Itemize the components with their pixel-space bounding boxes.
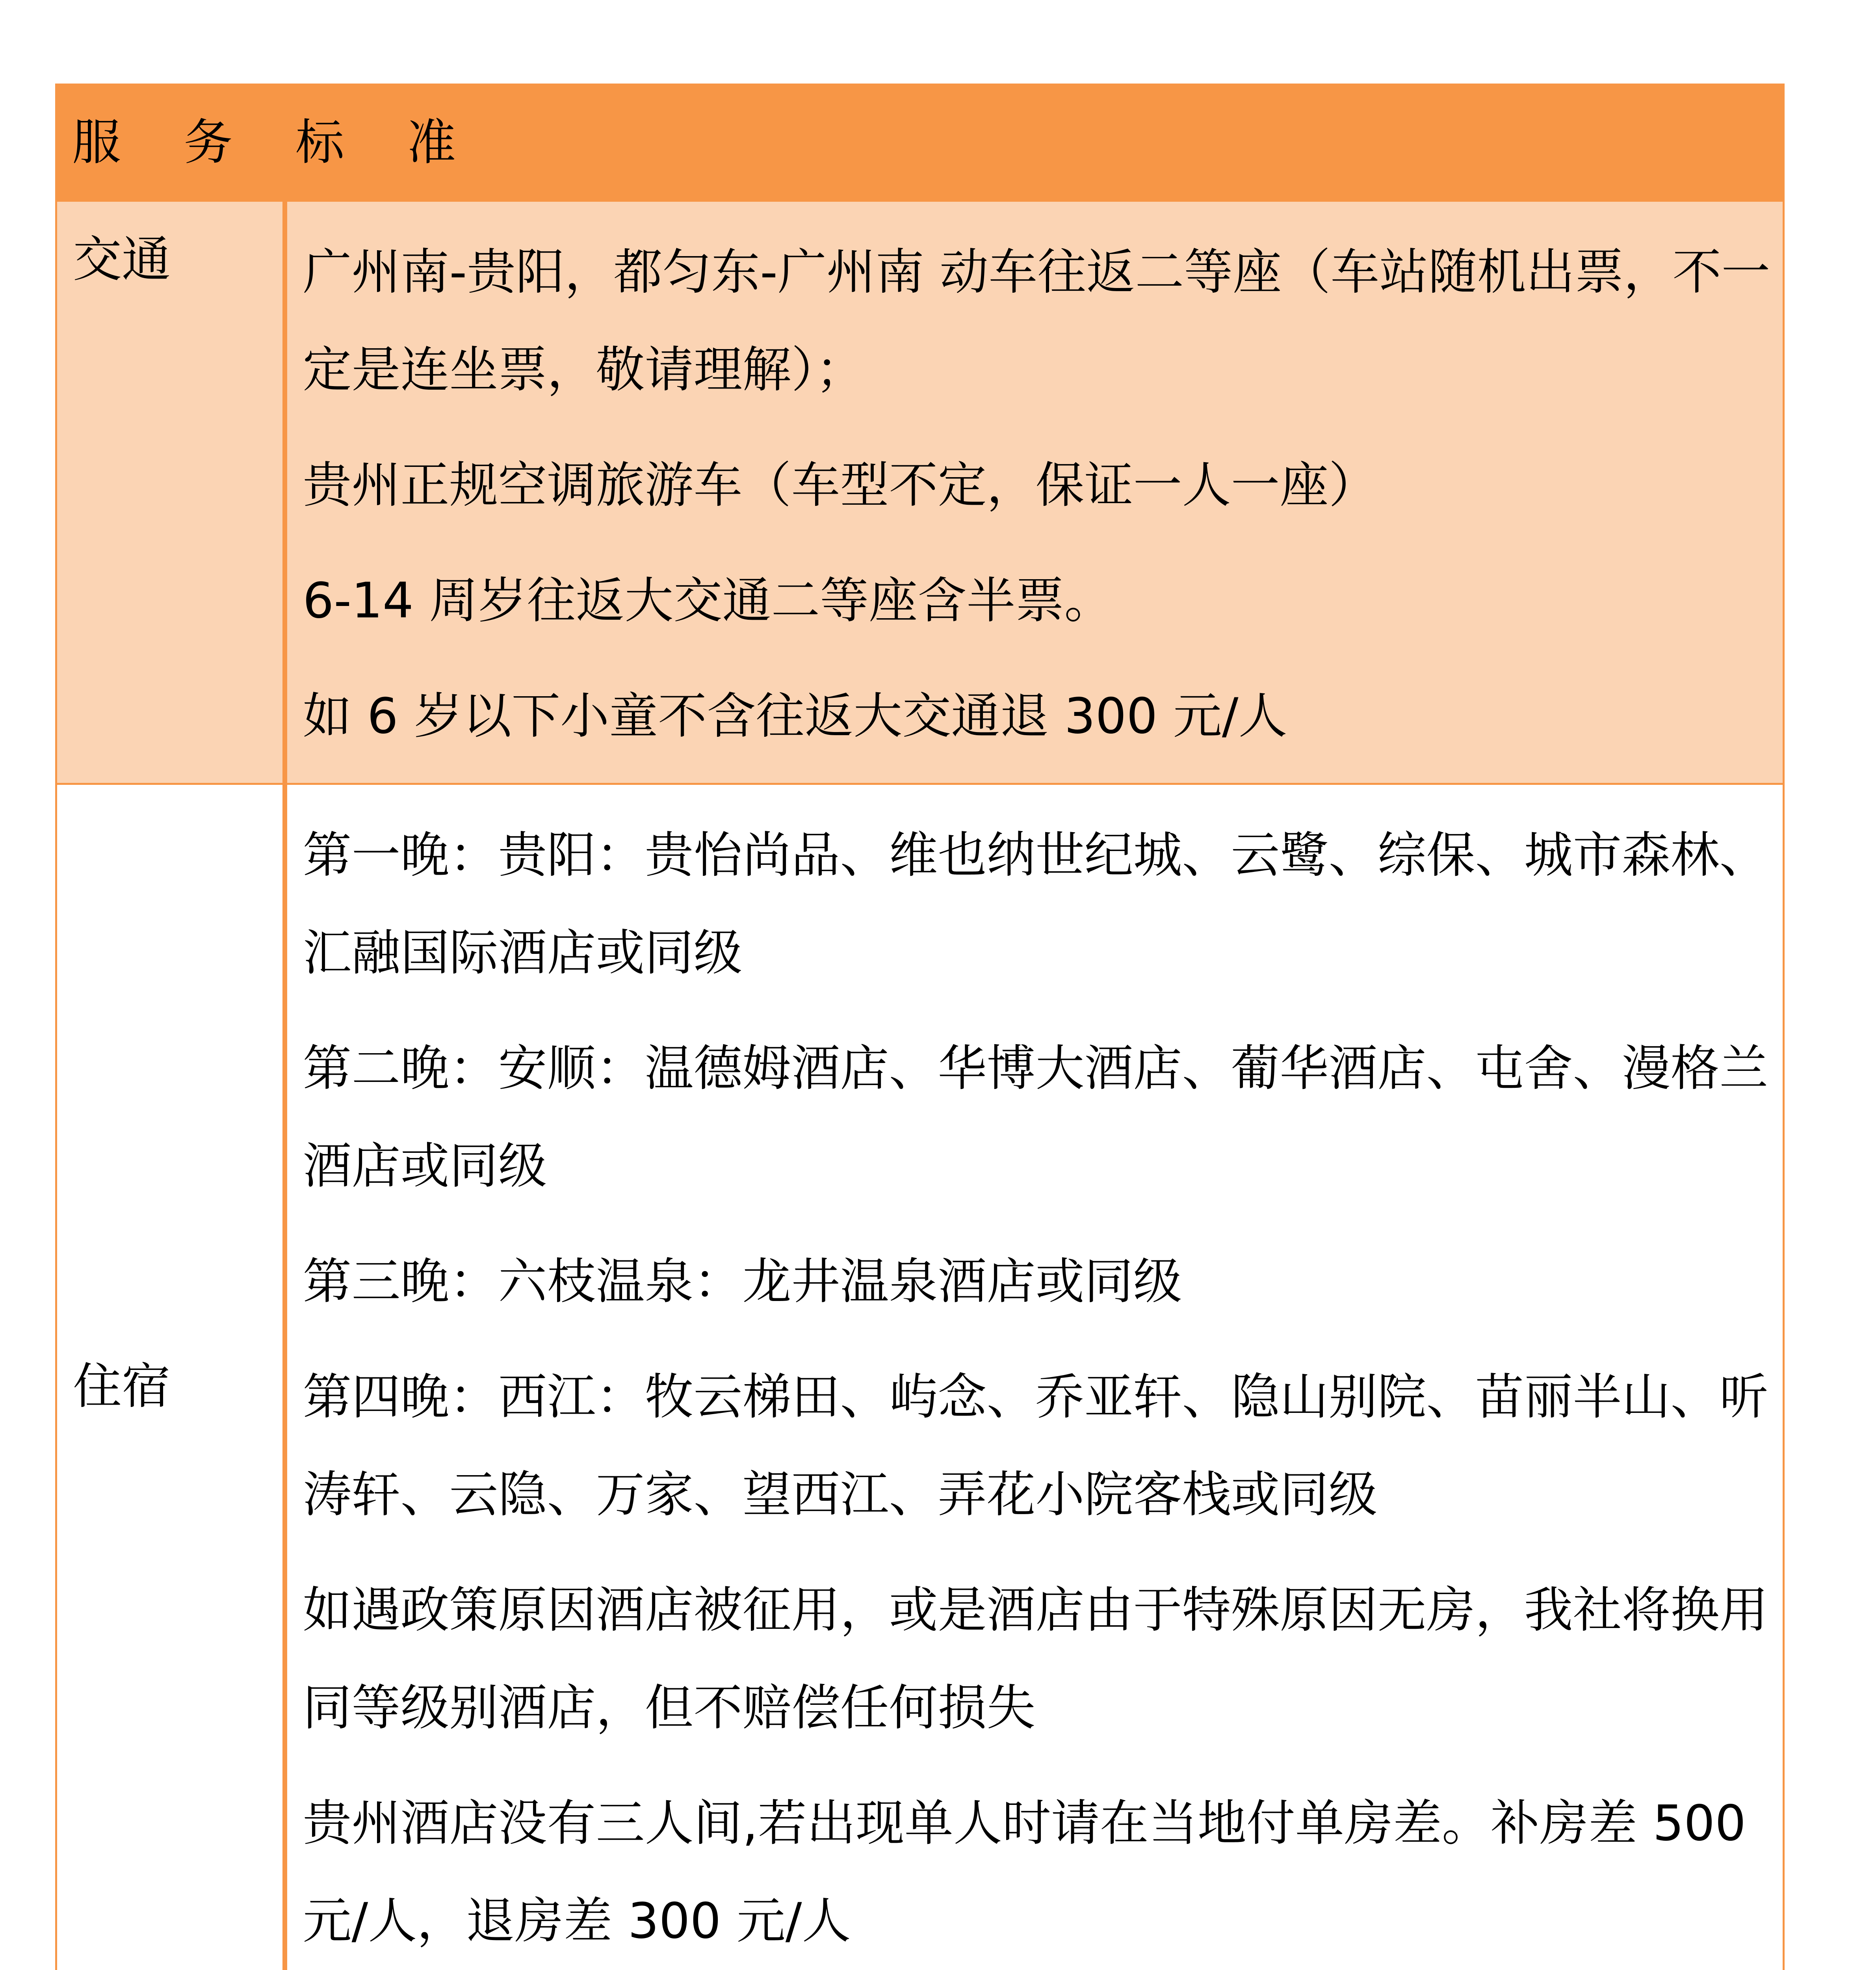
row-label-transport: 交通 [56,201,285,784]
row-content-transport [285,201,1784,784]
table-header-row [56,85,1784,201]
accommodation-paragraph: 如遇政策原因酒店被征用，或是酒店由于特殊原因无房，我社将换用同等级别酒店，但不赔偿任何损失 [303,1582,1768,1736]
accommodation-paragraph: 贵州酒店没有三人间,若出现单人时请在当地付单房差。补房差 500 元/人，退房差 300 元/人 [303,1795,1746,1950]
table-title: 服 务 标 准 [56,85,1784,201]
transport-paragraph: 贵州正规空调旅游车（车型不定，保证一人一座） [303,457,1378,514]
accommodation-paragraph: 第一晚：贵阳：贵怡尚品、维也纳世纪城、云鹭、综保、城市森林、汇融国际酒店或同级 [303,827,1768,981]
row-label-accommodation: 住宿 [56,784,285,1970]
accommodation-paragraph: 第三晚：六枝温泉：龙井温泉酒店或同级 [303,1253,1182,1310]
transport-paragraph: 广州南-贵阳，都匀东-广州南 动车往返二等座（车站随机出票，不一定是连坐票，敬请理解）； [303,244,1770,398]
transport-paragraph: 如 6 岁以下小童不含往返大交通退 300 元/人 [303,688,1287,745]
table-row-accommodation [56,784,1784,1970]
accommodation-paragraph: 第四晚：西江：牧云梯田、屿念、乔亚轩、隐山别院、苗丽半山、听涛轩、云隐、万家、望西江、弄花小院客栈或同级 [303,1369,1768,1523]
accommodation-paragraph: 第二晚：安顺：温德姆酒店、华博大酒店、葡华酒店、屯舍、漫格兰酒店或同级 [303,1040,1768,1195]
row-content-accommodation [285,784,1784,1970]
transport-paragraph: 6-14 周岁往返大交通二等座含半票。 [303,572,1113,629]
service-standards-table [55,84,1785,1970]
table-row-transport [56,201,1784,784]
